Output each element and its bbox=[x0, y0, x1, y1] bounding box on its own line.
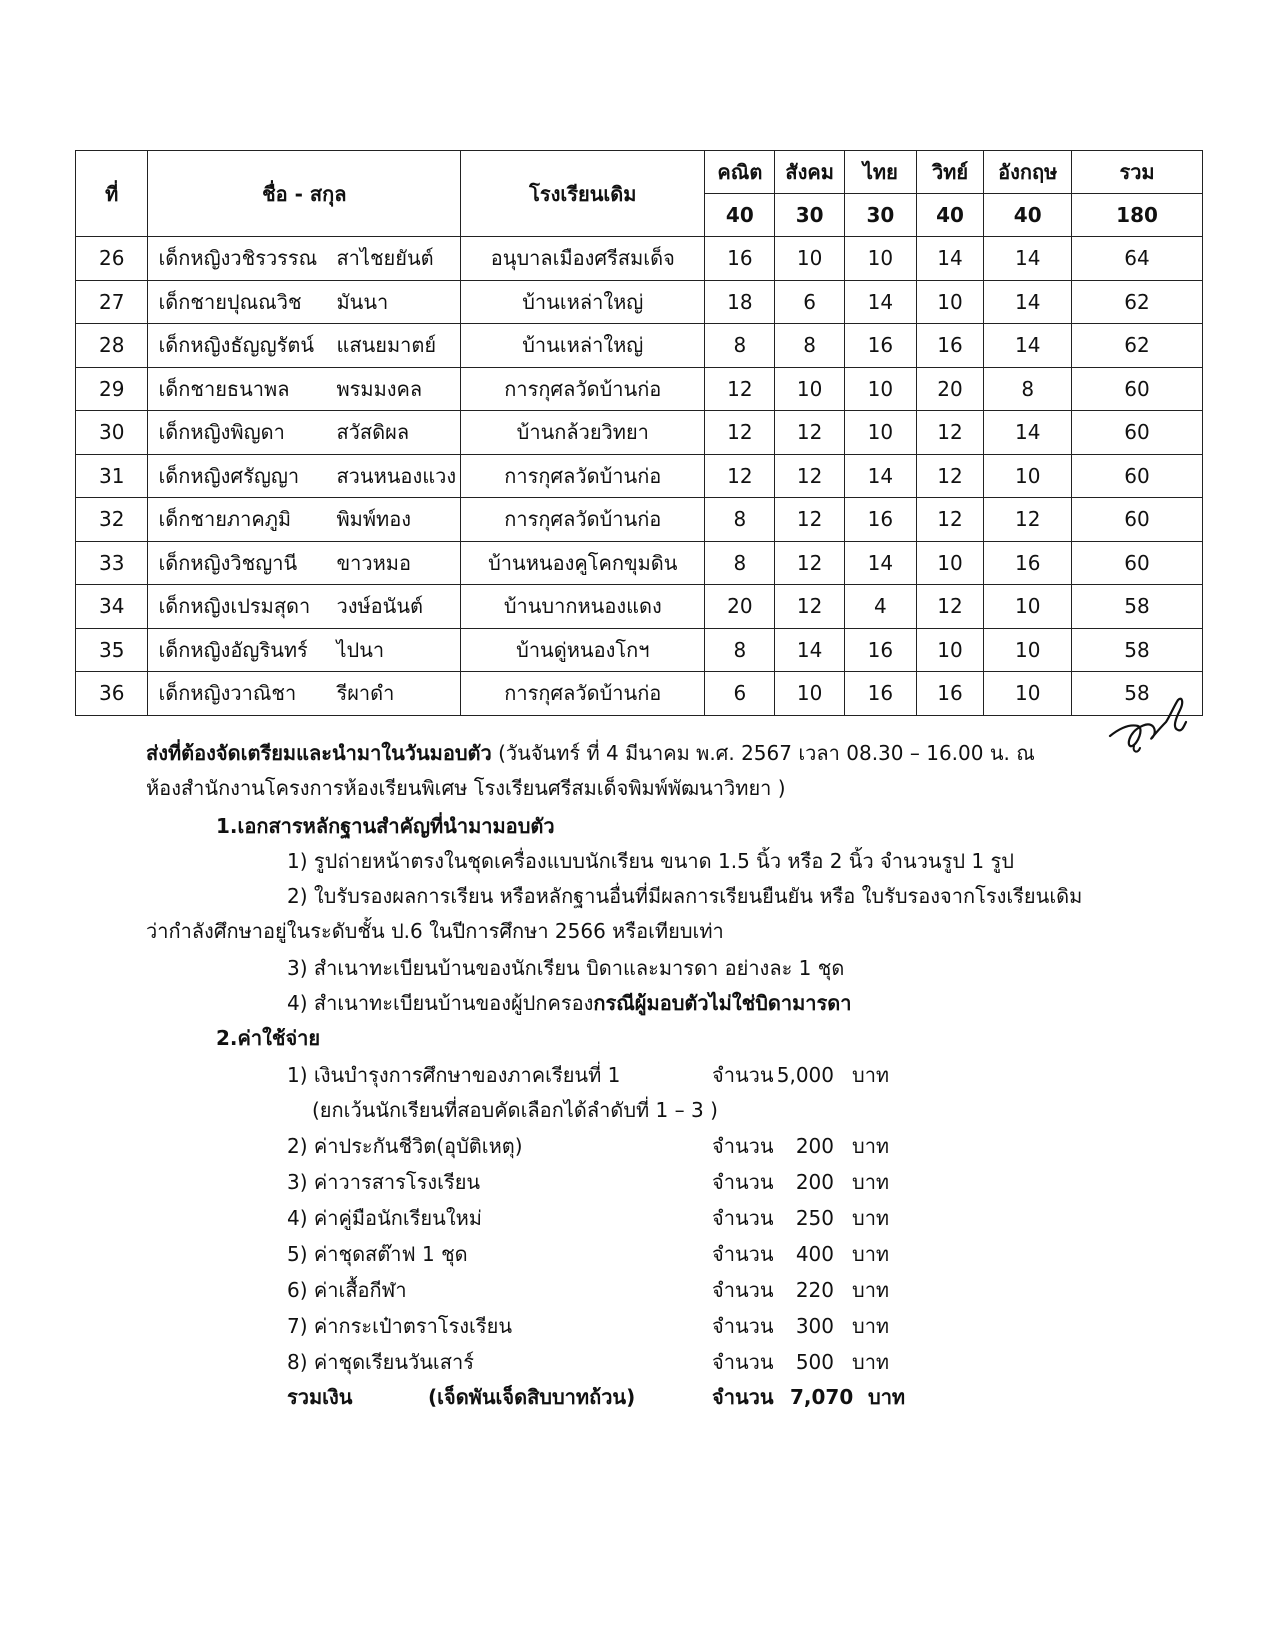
max-score-science: 40 bbox=[916, 194, 984, 237]
expense-unit: บาท bbox=[852, 1063, 890, 1087]
col-header-social: สังคม bbox=[775, 151, 845, 194]
score-math: 12 bbox=[705, 367, 775, 411]
score-thai: 10 bbox=[845, 411, 917, 455]
expense-unit: บาท bbox=[852, 1170, 890, 1194]
expense-item-label: 7) ค่ากระเป๋าตราโรงเรียน bbox=[287, 1314, 513, 1338]
student-first-name: เด็กชายภาคภูมิ bbox=[158, 507, 292, 532]
score-science: 10 bbox=[916, 280, 984, 324]
score-social: 14 bbox=[775, 628, 845, 672]
col-header-school: โรงเรียนเดิม bbox=[461, 151, 705, 237]
score-science: 14 bbox=[916, 237, 984, 281]
score-science: 16 bbox=[916, 324, 984, 368]
expense-item-label: 4) ค่าคู่มือนักเรียนใหม่ bbox=[287, 1206, 482, 1230]
expense-unit: บาท bbox=[852, 1206, 890, 1230]
expense-item-label: 1) เงินบำรุงการศึกษาของภาคเรียนที่ 1 bbox=[287, 1063, 621, 1087]
student-name-cell bbox=[148, 324, 461, 368]
document-item-1: 1) รูปถ่ายหน้าตรงในชุดเครื่องแบบนักเรียน ขนาด 1.5 นิ้ว หรือ 2 นิ้ว จำนวนรูป 1 รูป bbox=[287, 849, 1014, 873]
score-thai: 16 bbox=[845, 672, 917, 716]
student-first-name: เด็กหญิงพิญดา bbox=[158, 420, 285, 445]
documents-title: 1.เอกสารหลักฐานสำคัญที่นำมามอบตัว bbox=[216, 814, 555, 838]
score-thai: 4 bbox=[845, 585, 917, 629]
expenses-title: 2.ค่าใช้จ่าย bbox=[216, 1026, 321, 1050]
expense-note: (ยกเว้นนักเรียนที่สอบคัดเลือกได้ลำดับที่ 1 – 3 ) bbox=[312, 1098, 718, 1122]
expense-amount: 200 bbox=[795, 1170, 834, 1194]
expense-unit: บาท bbox=[852, 1350, 890, 1374]
student-first-name: เด็กชายธนาพล bbox=[158, 376, 290, 401]
score-math: 18 bbox=[705, 280, 775, 324]
score-english: 16 bbox=[984, 541, 1072, 585]
student-name-cell bbox=[148, 498, 461, 542]
table-row bbox=[76, 367, 1203, 411]
score-science: 12 bbox=[916, 585, 984, 629]
score-table bbox=[75, 150, 1203, 716]
student-last-name: ขาวหมอ bbox=[336, 550, 411, 575]
score-social: 12 bbox=[775, 585, 845, 629]
student-name-cell bbox=[148, 237, 461, 281]
score-social: 12 bbox=[775, 498, 845, 542]
score-social: 6 bbox=[775, 280, 845, 324]
student-last-name: สาไชยยันต์ bbox=[336, 246, 434, 271]
max-score-math: 40 bbox=[705, 194, 775, 237]
table-row bbox=[76, 411, 1203, 455]
expense-amount: 300 bbox=[795, 1314, 834, 1338]
max-score-social: 30 bbox=[775, 194, 845, 237]
expense-quantity-word: จำนวน bbox=[712, 1314, 774, 1338]
col-header-total: รวม bbox=[1072, 151, 1203, 194]
expense-quantity-word: จำนวน bbox=[712, 1242, 774, 1266]
student-first-name: เด็กหญิงวาณิชา bbox=[158, 681, 297, 706]
row-number: 29 bbox=[76, 367, 148, 411]
previous-school: บ้านเหล่าใหญ่ bbox=[461, 280, 705, 324]
score-science: 12 bbox=[916, 454, 984, 498]
score-science: 10 bbox=[916, 541, 984, 585]
total-words: (เจ็ดพันเจ็ดสิบบาทถ้วน) bbox=[428, 1385, 636, 1409]
student-last-name: พรมมงคล bbox=[336, 376, 423, 401]
student-last-name: รีผาดำ bbox=[336, 681, 395, 706]
row-number: 36 bbox=[76, 672, 148, 716]
expense-amount: 400 bbox=[795, 1242, 834, 1266]
score-thai: 10 bbox=[845, 367, 917, 411]
score-total: 58 bbox=[1072, 628, 1203, 672]
expense-item-label: 2) ค่าประกันชีวิต(อุบัติเหตุ) bbox=[287, 1134, 523, 1158]
score-total: 60 bbox=[1072, 454, 1203, 498]
score-thai: 14 bbox=[845, 280, 917, 324]
score-science: 10 bbox=[916, 628, 984, 672]
total-unit: บาท bbox=[868, 1385, 906, 1409]
previous-school: บ้านกล้วยวิทยา bbox=[461, 411, 705, 455]
expense-quantity-word: จำนวน bbox=[712, 1350, 774, 1374]
expense-amount: 200 bbox=[795, 1134, 834, 1158]
prep-heading-detail: (วันจันทร์ ที่ 4 มีนาคม พ.ศ. 2567 เวลา 08.30 – 16.00 น. ณ bbox=[491, 741, 1035, 765]
score-science: 12 bbox=[916, 411, 984, 455]
score-english: 14 bbox=[984, 280, 1072, 324]
student-first-name: เด็กหญิงวิชญานี bbox=[158, 550, 298, 575]
score-english: 10 bbox=[984, 585, 1072, 629]
prep-heading: ส่งที่ต้องจัดเตรียมและนำมาในวันมอบตัว bbox=[146, 741, 492, 765]
score-english: 12 bbox=[984, 498, 1072, 542]
row-number: 31 bbox=[76, 454, 148, 498]
expense-unit: บาท bbox=[852, 1278, 890, 1302]
score-math: 8 bbox=[705, 541, 775, 585]
score-total: 58 bbox=[1072, 585, 1203, 629]
expense-amount: 5,000 bbox=[776, 1063, 834, 1087]
score-thai: 10 bbox=[845, 237, 917, 281]
table-header-row bbox=[76, 151, 1203, 194]
student-name-cell bbox=[148, 280, 461, 324]
score-total: 62 bbox=[1072, 324, 1203, 368]
score-total: 60 bbox=[1072, 367, 1203, 411]
document-item-2-continued: ว่ากำลังศึกษาอยู่ในระดับชั้น ป.6 ในปีการศึกษา 2566 หรือเทียบเท่า bbox=[146, 919, 724, 943]
expense-quantity-word: จำนวน bbox=[712, 1206, 774, 1230]
row-number: 35 bbox=[76, 628, 148, 672]
row-number: 32 bbox=[76, 498, 148, 542]
score-thai: 14 bbox=[845, 541, 917, 585]
score-total: 60 bbox=[1072, 541, 1203, 585]
signature-mark bbox=[1108, 688, 1188, 758]
student-last-name: สวัสดิผล bbox=[336, 420, 410, 445]
table-row bbox=[76, 237, 1203, 281]
table-row bbox=[76, 628, 1203, 672]
student-name-cell bbox=[148, 411, 461, 455]
previous-school: การกุศลวัดบ้านก่อ bbox=[461, 672, 705, 716]
score-social: 12 bbox=[775, 541, 845, 585]
row-number: 26 bbox=[76, 237, 148, 281]
score-english: 14 bbox=[984, 411, 1072, 455]
student-last-name: พิมพ์ทอง bbox=[336, 507, 411, 532]
expense-item-label: 5) ค่าชุดสต๊าฟ 1 ชุด bbox=[287, 1242, 468, 1266]
document-item-4 bbox=[287, 990, 852, 1016]
expense-amount: 220 bbox=[795, 1278, 834, 1302]
score-social: 10 bbox=[775, 367, 845, 411]
row-number: 30 bbox=[76, 411, 148, 455]
score-social: 10 bbox=[775, 237, 845, 281]
score-english: 14 bbox=[984, 324, 1072, 368]
total-quantity-word: จำนวน bbox=[712, 1385, 774, 1409]
student-name-cell bbox=[148, 454, 461, 498]
table-row bbox=[76, 280, 1203, 324]
student-first-name: เด็กหญิงธัญญรัตน์ bbox=[158, 333, 315, 358]
row-number: 27 bbox=[76, 280, 148, 324]
previous-school: การกุศลวัดบ้านก่อ bbox=[461, 498, 705, 542]
student-name-cell bbox=[148, 672, 461, 716]
student-first-name: เด็กหญิงเปรมสุดา bbox=[158, 594, 311, 619]
total-amount: 7,070 bbox=[790, 1385, 854, 1409]
student-last-name: แสนยมาตย์ bbox=[336, 333, 437, 358]
previous-school: การกุศลวัดบ้านก่อ bbox=[461, 454, 705, 498]
student-last-name: ไปนา bbox=[336, 637, 385, 662]
expense-item-label: 8) ค่าชุดเรียนวันเสาร์ bbox=[287, 1350, 474, 1374]
student-last-name: สวนหนองแวง bbox=[336, 463, 457, 488]
expense-amount: 250 bbox=[795, 1206, 834, 1230]
student-first-name: เด็กชายปุณณวิช bbox=[158, 289, 302, 314]
col-header-no: ที่ bbox=[76, 151, 148, 237]
score-math: 12 bbox=[705, 454, 775, 498]
expense-quantity-word: จำนวน bbox=[712, 1134, 774, 1158]
score-thai: 16 bbox=[845, 498, 917, 542]
student-last-name: มันนา bbox=[336, 289, 389, 314]
previous-school: บ้านเหล่าใหญ่ bbox=[461, 324, 705, 368]
expense-unit: บาท bbox=[852, 1242, 890, 1266]
max-score-total: 180 bbox=[1072, 194, 1203, 237]
student-first-name: เด็กหญิงอัญรินทร์ bbox=[158, 637, 308, 662]
score-english: 10 bbox=[984, 454, 1072, 498]
table-row bbox=[76, 672, 1203, 716]
document-item-2: 2) ใบรับรองผลการเรียน หรือหลักฐานอื่นที่มีผลการเรียนยืนยัน หรือ ใบรับรองจากโรงเรียนเดิม bbox=[287, 884, 1083, 908]
score-social: 12 bbox=[775, 411, 845, 455]
table-row bbox=[76, 541, 1203, 585]
student-first-name: เด็กหญิงศรัญญา bbox=[158, 463, 300, 488]
score-math: 8 bbox=[705, 628, 775, 672]
prep-line bbox=[146, 740, 1035, 766]
score-thai: 16 bbox=[845, 324, 917, 368]
expense-quantity-word: จำนวน bbox=[712, 1278, 774, 1302]
score-thai: 16 bbox=[845, 628, 917, 672]
max-score-english: 40 bbox=[984, 194, 1072, 237]
score-total: 60 bbox=[1072, 498, 1203, 542]
expense-unit: บาท bbox=[852, 1314, 890, 1338]
score-science: 20 bbox=[916, 367, 984, 411]
score-social: 8 bbox=[775, 324, 845, 368]
previous-school: บ้านดู่หนองโกฯ bbox=[461, 628, 705, 672]
row-number: 33 bbox=[76, 541, 148, 585]
document-item-3: 3) สำเนาทะเบียนบ้านของนักเรียน บิดาและมารดา อย่างละ 1 ชุด bbox=[287, 956, 845, 980]
document-item-4-condition: กรณีผู้มอบตัวไม่ใช่บิดามารดา bbox=[593, 991, 852, 1015]
score-total: 58 bbox=[1072, 672, 1203, 716]
score-math: 8 bbox=[705, 498, 775, 542]
col-header-thai: ไทย bbox=[845, 151, 917, 194]
score-social: 10 bbox=[775, 672, 845, 716]
score-science: 12 bbox=[916, 498, 984, 542]
score-math: 8 bbox=[705, 324, 775, 368]
expense-item-label: 6) ค่าเสื้อกีฬา bbox=[287, 1278, 407, 1302]
previous-school: บ้านหนองคูโคกขุมดิน bbox=[461, 541, 705, 585]
prep-line-2: ห้องสำนักงานโครงการห้องเรียนพิเศษ โรงเรียนศรีสมเด็จพิมพ์พัฒนาวิทยา ) bbox=[146, 776, 786, 800]
previous-school: อนุบาลเมืองศรีสมเด็จ bbox=[461, 237, 705, 281]
col-header-science: วิทย์ bbox=[916, 151, 984, 194]
student-name-cell bbox=[148, 585, 461, 629]
score-math: 20 bbox=[705, 585, 775, 629]
max-score-thai: 30 bbox=[845, 194, 917, 237]
score-total: 64 bbox=[1072, 237, 1203, 281]
student-name-cell bbox=[148, 541, 461, 585]
expense-amount: 500 bbox=[795, 1350, 834, 1374]
col-header-math: คณิต bbox=[705, 151, 775, 194]
score-table-body bbox=[76, 237, 1203, 716]
score-english: 10 bbox=[984, 672, 1072, 716]
score-math: 16 bbox=[705, 237, 775, 281]
score-english: 10 bbox=[984, 628, 1072, 672]
score-english: 8 bbox=[984, 367, 1072, 411]
table-row bbox=[76, 498, 1203, 542]
expense-quantity-word: จำนวน bbox=[712, 1063, 774, 1087]
expense-quantity-word: จำนวน bbox=[712, 1170, 774, 1194]
row-number: 28 bbox=[76, 324, 148, 368]
table-row bbox=[76, 454, 1203, 498]
score-math: 12 bbox=[705, 411, 775, 455]
score-total: 62 bbox=[1072, 280, 1203, 324]
table-row bbox=[76, 585, 1203, 629]
table-row bbox=[76, 324, 1203, 368]
row-number: 34 bbox=[76, 585, 148, 629]
student-name-cell bbox=[148, 628, 461, 672]
score-total: 60 bbox=[1072, 411, 1203, 455]
score-thai: 14 bbox=[845, 454, 917, 498]
student-last-name: วงษ์อนันต์ bbox=[336, 594, 423, 619]
score-math: 6 bbox=[705, 672, 775, 716]
score-science: 16 bbox=[916, 672, 984, 716]
expense-unit: บาท bbox=[852, 1134, 890, 1158]
previous-school: การกุศลวัดบ้านก่อ bbox=[461, 367, 705, 411]
total-label: รวมเงิน bbox=[287, 1385, 353, 1409]
score-english: 14 bbox=[984, 237, 1072, 281]
score-social: 12 bbox=[775, 454, 845, 498]
expense-item-label: 3) ค่าวารสารโรงเรียน bbox=[287, 1170, 481, 1194]
student-name-cell bbox=[148, 367, 461, 411]
previous-school: บ้านบากหนองแดง bbox=[461, 585, 705, 629]
col-header-english: อังกฤษ bbox=[984, 151, 1072, 194]
student-first-name: เด็กหญิงวชิรวรรณ bbox=[158, 246, 318, 271]
document-item-4-text: 4) สำเนาทะเบียนบ้านของผู้ปกครอง bbox=[287, 991, 594, 1015]
col-header-name: ชื่อ - สกุล bbox=[148, 151, 461, 237]
